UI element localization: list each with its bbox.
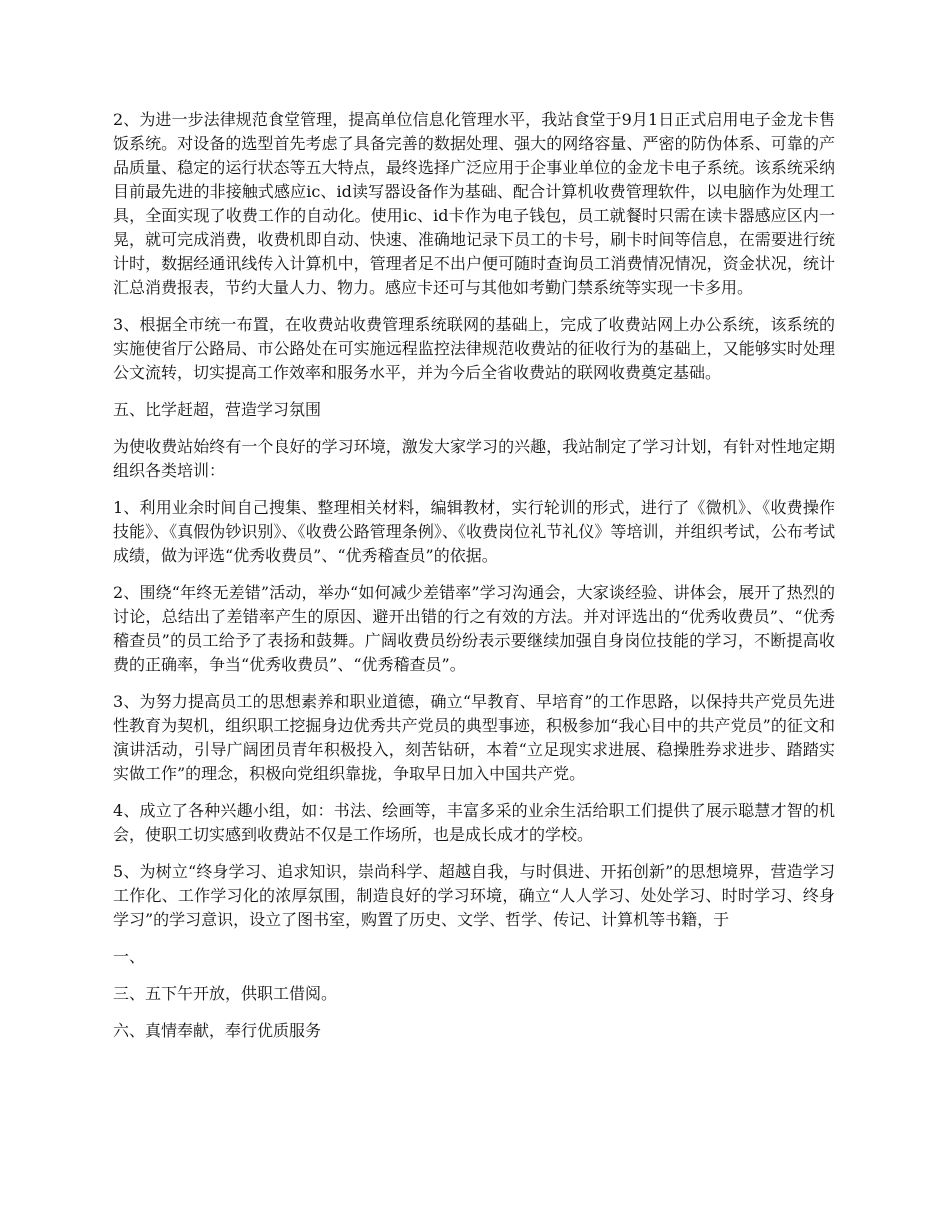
paragraph-training-item-5: 5、为树立“终身学习、追求知识，崇尚科学、超越自我，与时俱进、开拓创新”的思想境界，营造学习工作化、工作学习化的浓厚氛围，制造良好的学习环境，确立“人人学习、处处学习、时时学习、终身学习”的学习意识，设立了图书室，购置了历史、文学、哲学、传记、计算机等书籍，于 xyxy=(113,862,835,929)
section-heading-learning: 五、比学赶超，营造学习氛围 xyxy=(113,400,322,419)
paragraph-fragment-one: 一、 xyxy=(113,947,146,966)
paragraph-training-item-1: 1、利用业余时间自己搜集、整理相关材料，编辑教材，实行轮训的形式，进行了《微机》、《收费操作技能》、《真假伪钞识别》、《收费公路管理条例》、《收费岗位礼节礼仪》等培训，并组织考试，公布考试成绩，做为评选“优秀收费员”、“优秀稽查员”的依据。 xyxy=(113,498,835,565)
paragraph-learning-intro: 为使收费站始终有一个良好的学习环境，激发大家学习的兴趣，我站制定了学习计划，有针对性地定期组织各类培训： xyxy=(113,437,835,480)
section-heading-service: 六、真情奉献，奉行优质服务 xyxy=(113,1021,322,1040)
paragraph-canteen-card-system: 2、为进一步法律规范食堂管理，提高单位信息化管理水平，我站食堂于9月1日正式启用电子金龙卡售饭系统。对设备的选型首先考虑了具备完善的数据处理、强大的网络容量、严密的防伪体系、可靠的产品质量、稳定的运行状态等五大特点，最终选择广泛应用于企事业单位的金龙卡电子系统。该系统采纳目前最先进的非接触式感应ic、id读写器设备作为基础、配合计算机收费管理软件，以电脑作为处理工具，全面实现了收费工作的自动化。使用ic、id卡作为电子钱包，员工就餐时只需在读卡器感应区内一晃，就可完成消费，收费机即自动、快速、准确地记录下员工的卡号，刷卡时间等信息，在需要进行统计时，数据经通讯线传入计算机中，管理者足不出户便可随时查询员工消费情况情况，资金状况，统计汇总消费报表，节约大量人力、物力。感应卡还可与其他如考勤门禁系统等实现一卡多用。 xyxy=(113,110,835,297)
paragraph-training-item-3: 3、为努力提高员工的思想素养和职业道德，确立“早教育、早培育”的工作思路，以保持共产党员先进性教育为契机，组织职工挖掘身边优秀共产党员的典型事迹，积极参加“我心目中的共产党员”的征文和演讲活动，引导广阔团员青年积极投入，刻苦钻研，本着“立足现实求进展、稳操胜券求进步、踏踏实实做工作”的理念，积极向党组织靠拢，争取早日加入中国共产党。 xyxy=(113,692,835,783)
paragraph-fragment-three-five: 三、五下午开放，供职工借阅。 xyxy=(113,984,338,1003)
paragraph-online-office-system: 3、根据全市统一布置，在收费站收费管理系统联网的基础上，完成了收费站网上办公系统，该系统的实施使省厅公路局、市公路处在可实施远程监控法律规范收费站的征收行为的基础上，又能够实时处理公文流转，切实提高工作效率和服务水平，并为今后全省收费站的联网收费奠定基础。 xyxy=(113,315,835,382)
paragraph-training-item-2: 2、围绕“年终无差错”活动，举办“如何减少差错率”学习沟通会，大家谈经验、讲体会，展开了热烈的讨论，总结出了差错率产生的原因、避开出错的行之有效的方法。并对评选出的“优秀收费员”、“优秀稽查员”的员工给予了表扬和鼓舞。广阔收费员纷纷表示要继续加强自身岗位技能的学习，不断提高收费的正确率，争当“优秀收费员”、“优秀稽查员”。 xyxy=(113,583,835,674)
paragraph-training-item-4: 4、成立了各种兴趣小组，如：书法、绘画等，丰富多采的业余生活给职工们提供了展示聪慧才智的机会，使职工切实感到收费站不仅是工作场所，也是成长成才的学校。 xyxy=(113,801,835,844)
document-body xyxy=(113,108,835,1056)
